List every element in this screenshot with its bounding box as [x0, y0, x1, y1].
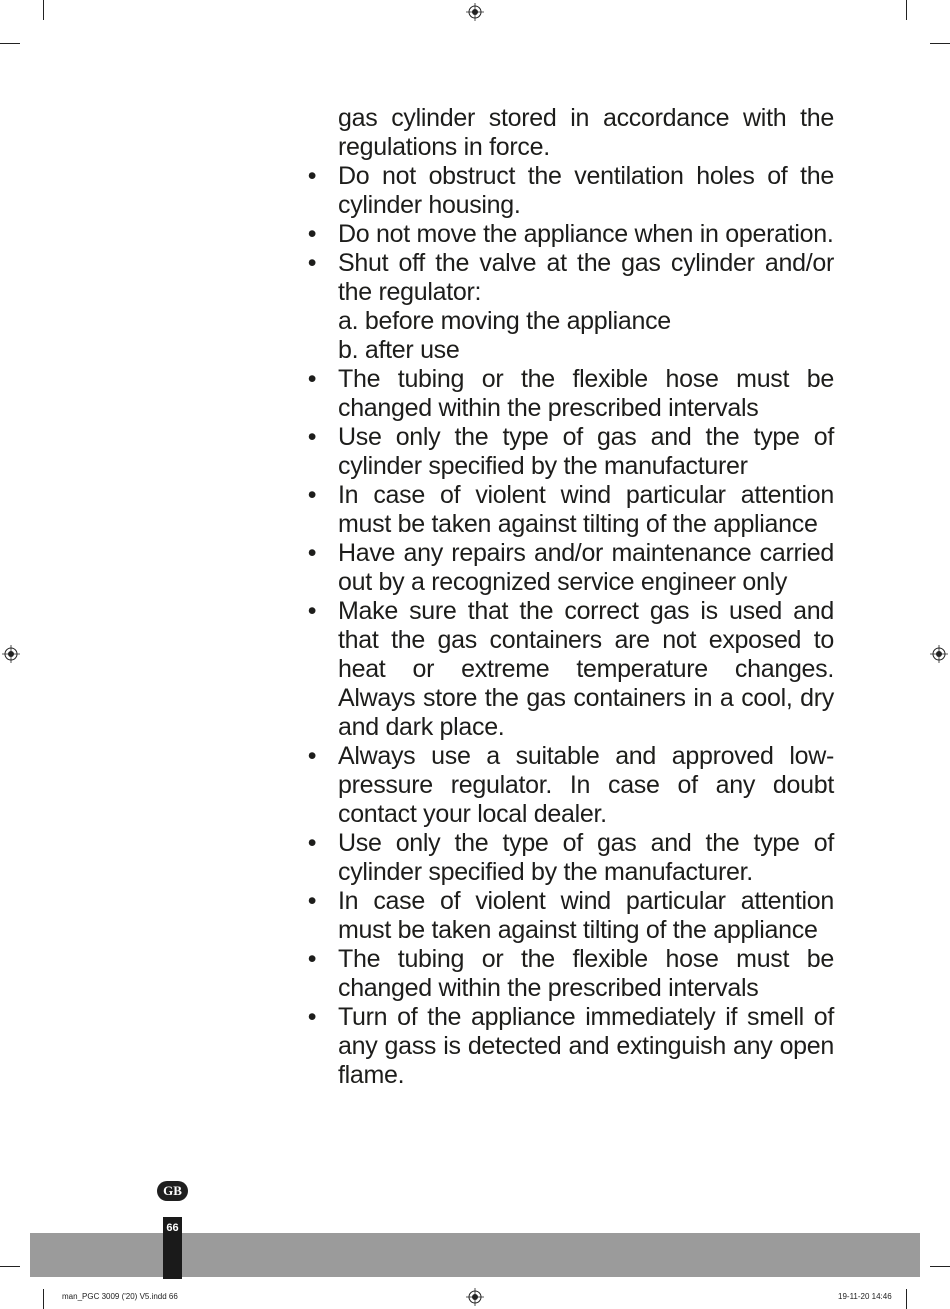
- bullet-icon: •: [307, 597, 317, 625]
- crop-mark: [43, 1289, 44, 1309]
- crop-mark: [0, 1266, 20, 1267]
- list-item: • Have any repairs and/or maintenance carried out by a recognized service engineer only: [302, 539, 834, 597]
- list-item: • Make sure that the correct gas is used and that the gas containers are not exposed to heat or extreme temperature changes. Always store the gas containers in a cool, dry and dark place.: [302, 597, 834, 742]
- language-badge: GB: [157, 1181, 188, 1201]
- slug-filename: man_PGC 3009 ('20) V5.indd 66: [62, 1292, 178, 1301]
- list-item: • Use only the type of gas and the type of cylinder specified by the manufacturer: [302, 423, 834, 481]
- list-item: • The tubing or the flexible hose must be changed within the prescribed intervals: [302, 945, 834, 1003]
- crop-mark: [0, 43, 20, 44]
- list-item: • Use only the type of gas and the type of cylinder specified by the manufacturer.: [302, 829, 834, 887]
- crop-mark: [906, 1289, 907, 1309]
- slug-timestamp: 19-11-20 14:46: [838, 1292, 892, 1301]
- registration-mark-icon: [2, 645, 20, 663]
- registration-mark-icon: [466, 1288, 484, 1306]
- bullet-icon: •: [307, 162, 317, 190]
- list-item: • Always use a suitable and approved low-pressure regulator. In case of any doubt contact your local dealer.: [302, 742, 834, 829]
- intro-paragraph: gas cylinder stored in accordance with the regulations in force.: [338, 104, 834, 161]
- safety-instructions: [302, 104, 834, 1090]
- list-item: • The tubing or the flexible hose must be changed within the prescribed intervals: [302, 365, 834, 423]
- list-item: • In case of violent wind particular attention must be taken against tilting of the appliance: [302, 887, 834, 945]
- list-item: • Do not obstruct the ventilation holes of the cylinder housing.: [302, 162, 834, 220]
- sub-item: b. after use: [338, 336, 460, 364]
- bullet-icon: •: [307, 423, 317, 451]
- bullet-icon: •: [307, 249, 317, 277]
- crop-mark: [43, 0, 44, 20]
- bullet-icon: •: [307, 1003, 317, 1031]
- crop-mark: [930, 43, 950, 44]
- registration-mark-icon: [466, 3, 484, 21]
- list-item: • Do not move the appliance when in operation.: [302, 220, 834, 249]
- crop-mark: [930, 1266, 950, 1267]
- bullet-icon: •: [307, 829, 317, 857]
- bullet-icon: •: [307, 887, 317, 915]
- bullet-list: [302, 162, 834, 1090]
- bullet-icon: •: [307, 742, 317, 770]
- list-item: • Turn of the appliance immediately if smell of any gass is detected and extinguish any open flame.: [302, 1003, 834, 1090]
- crop-mark: [906, 0, 907, 20]
- list-item: • In case of violent wind particular attention must be taken against tilting of the appliance: [302, 481, 834, 539]
- registration-mark-icon: [930, 645, 948, 663]
- sub-item: a. before moving the appliance: [338, 307, 671, 335]
- page-number: 66: [166, 1222, 179, 1234]
- bullet-icon: •: [307, 481, 317, 509]
- bullet-icon: •: [307, 220, 317, 248]
- bullet-icon: •: [307, 365, 317, 393]
- list-item: • Shut off the valve at the gas cylinder and/or the regulator: a. before moving the appliance b. after use: [302, 249, 834, 365]
- bullet-icon: •: [307, 945, 317, 973]
- bullet-icon: •: [307, 539, 317, 567]
